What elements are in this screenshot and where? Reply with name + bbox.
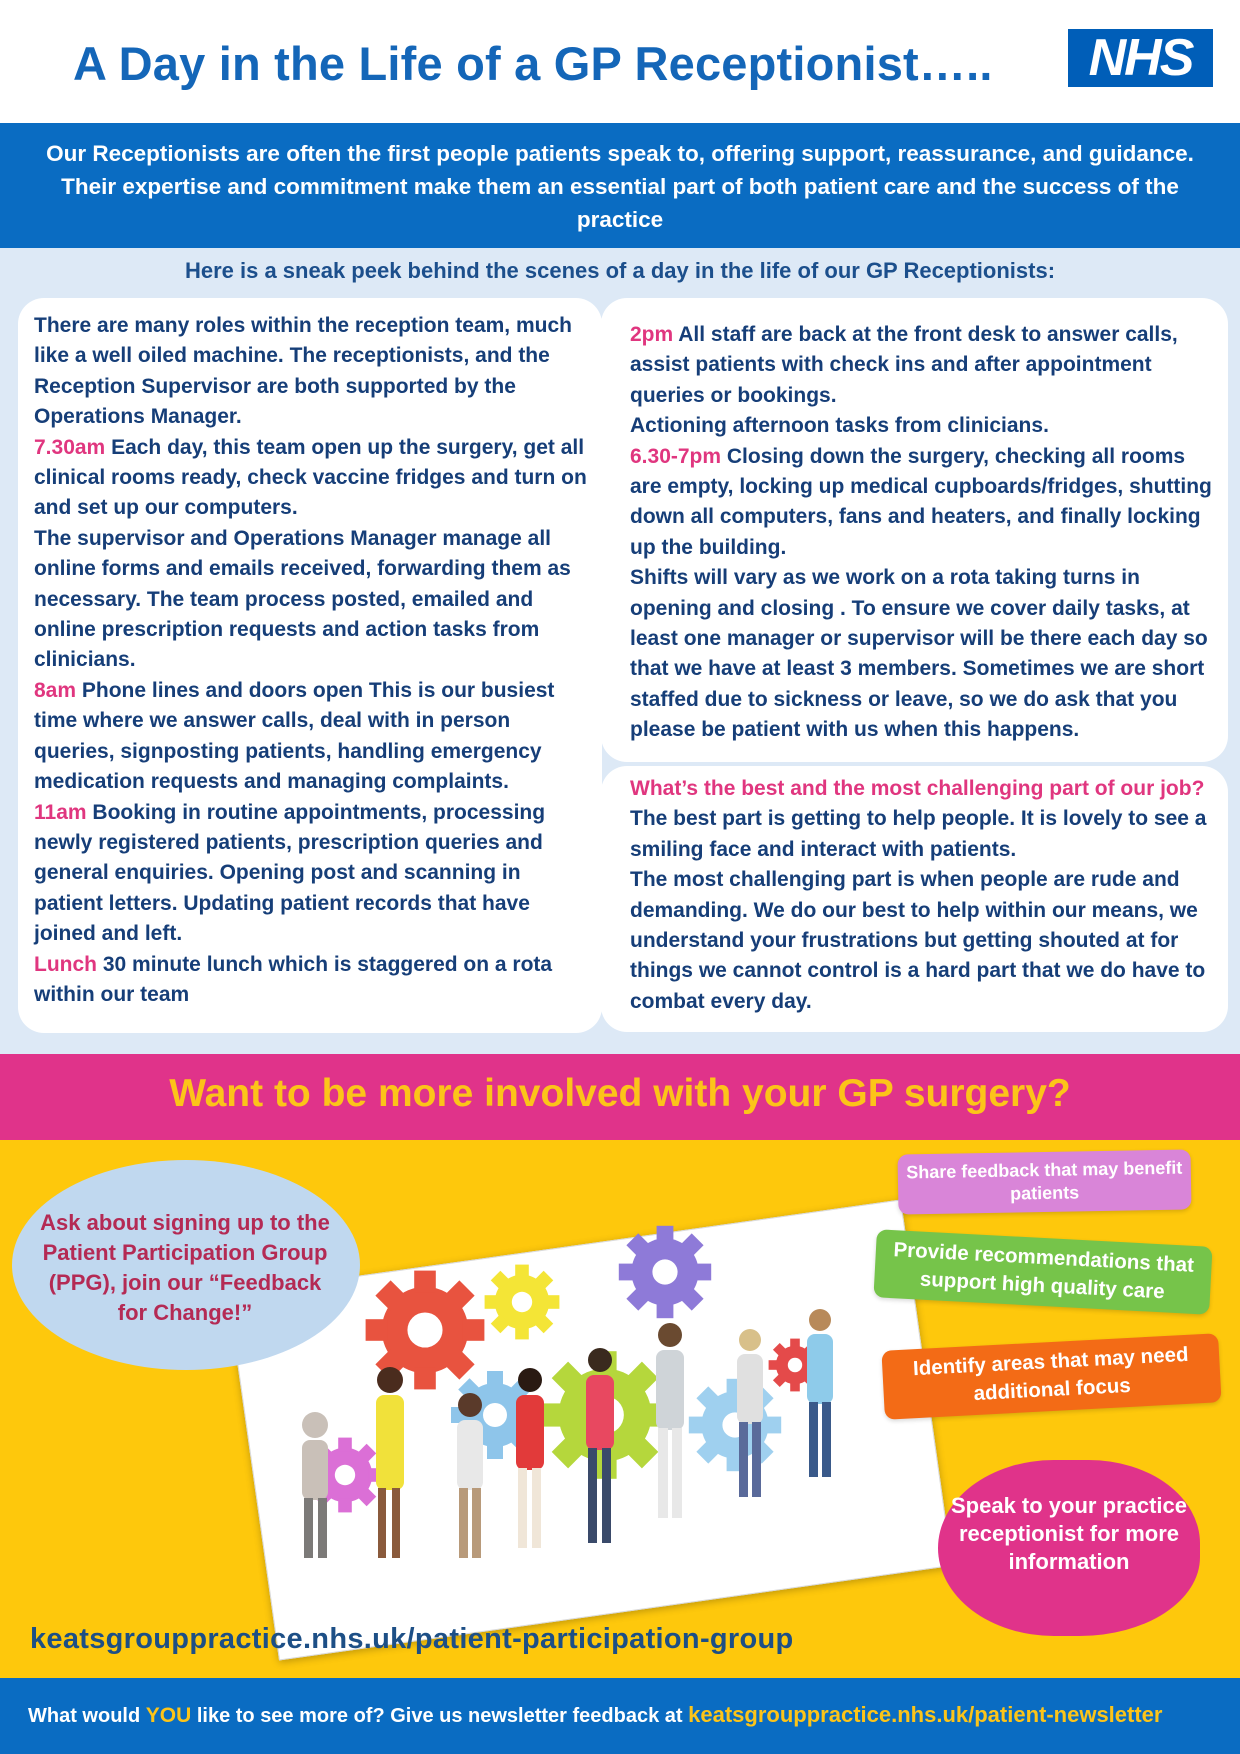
schedule-entry-8am <box>34 676 588 798</box>
schedule-entry-lunch <box>34 950 588 1011</box>
purple-gear <box>619 1226 711 1318</box>
share-feedback-tag: Share feedback that may benefit patients <box>897 1149 1191 1214</box>
best-part-text: The best part is getting to help people. It is lovely to see a smiling face and interact with patients. <box>630 807 1207 861</box>
morning-schedule-panel <box>18 298 602 1033</box>
challenge-text: The most challenging part is when people are rude and demanding. We do our best to help within our means, we understand your frustrations but getting shouted at for things we cannot control is a hard part that we do have to combat every day. <box>630 868 1206 1013</box>
nhs-logo <box>1068 29 1213 87</box>
team-roles-text: There are many roles within the reception team, much like a well oiled machine. The receptionists, and the Reception Supervisor are both supported by the Operations Manager. <box>34 314 572 429</box>
focus-areas-tag: Identify areas that may need additional focus <box>881 1333 1221 1420</box>
sneak-peek-heading: Here is a sneak peek behind the scenes of a day in the life of our GP Receptionists: <box>184 258 1056 283</box>
time-label: 2pm <box>630 323 674 346</box>
afternoon-schedule-panel <box>601 298 1228 762</box>
entry-text: 30 minute lunch which is staggered on a rota within our team <box>34 952 553 1006</box>
entry-text: Closing down the surgery, checking all rooms are empty, locking up medical cupboards/fridges, shutting down all computers, fans and heaters, and finally locking up the building. <box>630 444 1212 559</box>
entry-text: Booking in routine appointments, processing newly registered patients, prescription queries and general enquiries. Opening post and scanning in patient letters. Updating patient records that have joined and left. <box>34 800 546 946</box>
schedule-entry-11am <box>34 798 588 950</box>
involvement-heading: Want to be more involved with your GP surgery? <box>169 1072 1071 1115</box>
newsletter-feedback-line <box>28 1702 1162 1728</box>
entry-text: All staff are back at the front desk to answer calls, assist patients with check ins and after appointment queries or bookings. <box>630 323 1178 407</box>
person-5 <box>586 1348 614 1543</box>
online-forms-text: The supervisor and Operations Manager manage all online forms and emails received, forwarding them as necessary. The team process posted, emailed and online prescription requests and action tasks from clinicians. <box>34 526 571 672</box>
header <box>0 0 1240 122</box>
nhs-logo-text: NHS <box>1088 29 1193 87</box>
ppg-invitation-text: Ask about signing up to the Patient Participation Group (PPG), join our “Feedback for Change!” <box>40 1210 330 1325</box>
afternoon-tasks-text: Actioning afternoon tasks from clinicians. <box>630 414 1049 438</box>
ppg-link[interactable]: keatsgrouppractice.nhs.uk/patient-participation-group <box>30 1623 794 1655</box>
time-label: 8am <box>34 678 77 702</box>
person-6 <box>656 1323 684 1518</box>
schedule-entry-630pm <box>630 442 1212 564</box>
schedule-entry-730am <box>34 433 588 524</box>
person-8 <box>807 1309 833 1477</box>
footer-suffix: like to see more of? Give us newsletter feedback at <box>191 1705 689 1727</box>
best-part-entry <box>630 774 1220 865</box>
newsletter-link[interactable]: keatsgrouppractice.nhs.uk/patient-newsletter <box>688 1702 1163 1727</box>
person-1 <box>302 1412 328 1558</box>
person-7 <box>737 1329 763 1497</box>
entry-text: Phone lines and doors open This is our busiest time where we answer calls, deal with in person queries, signposting patients, handling emergency medication requests and managing complaints. <box>34 678 555 794</box>
time-label: 7.30am <box>34 435 106 459</box>
page-title: A Day in the Life of a GP Receptionist….. <box>73 37 993 90</box>
best-part-panel <box>601 766 1228 1032</box>
footer-you: YOU <box>145 1704 192 1727</box>
person-2 <box>376 1367 404 1558</box>
shifts-text: Shifts will vary as we work on a rota taking turns in opening and closing . To ensure we cover daily tasks, at least one manager or supervisor will be there each day so that we have at least 3 members. Sometimes we are short staffed due to sickness or leave, so we do ask that you please be patient with us when this happens. <box>630 566 1208 742</box>
time-label: Lunch <box>34 952 97 976</box>
recommendations-tag: Provide recommendations that support high quality care <box>873 1229 1212 1314</box>
yellow-gear <box>485 1265 560 1340</box>
schedule-entry-2pm <box>630 320 1212 411</box>
entry-text: Each day, this team open up the surgery, get all clinical rooms ready, check vaccine fridges and turn on and set up our computers. <box>34 435 587 520</box>
blue-gear-right <box>689 1379 781 1471</box>
speak-to-receptionist-badge: Speak to your practice receptionist for more information <box>938 1460 1200 1636</box>
time-label: 6.30-7pm <box>630 444 722 468</box>
intro-banner: Our Receptionists are often the first people patients speak to, offering support, reassurance, and guidance. Their expertise and commitment make them an essential part of both patient care and the success of the practice <box>0 123 1240 248</box>
footer-prefix: What would <box>28 1705 146 1727</box>
time-label: 11am <box>34 800 87 824</box>
involvement-banner <box>0 1054 1240 1140</box>
question-label: What’s the best and the most challenging part of our job? <box>630 777 1205 800</box>
